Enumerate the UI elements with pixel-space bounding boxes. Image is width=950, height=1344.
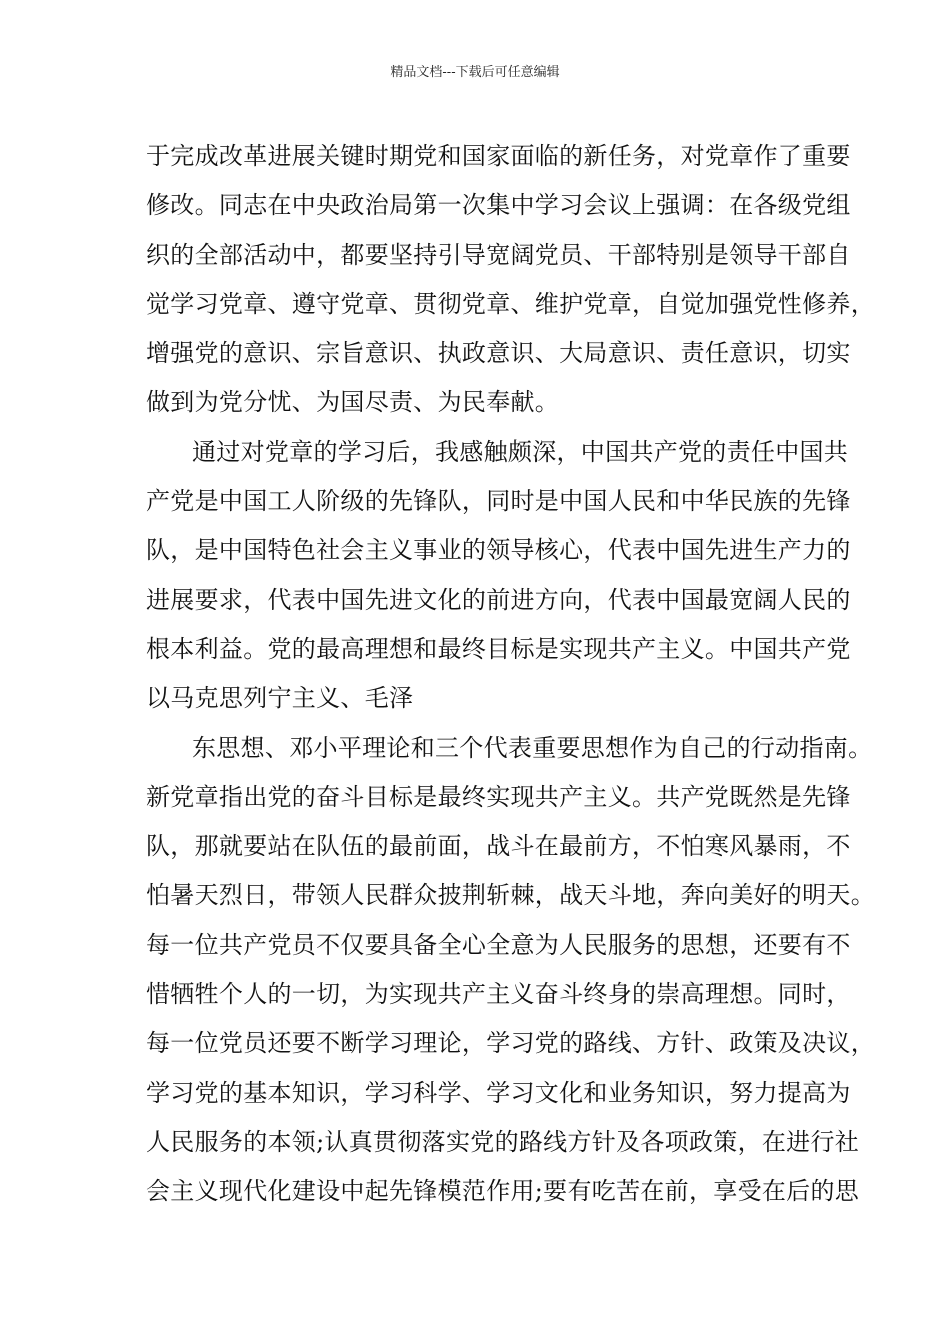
text-line: 学习党的基本知识，学习科学、学习文化和业务知识，努力提高为 — [146, 1078, 851, 1107]
text-line: 做到为党分忧、为国尽责、为民奉献。 — [146, 388, 560, 417]
text-line: 觉学习党章、遵守党章、贯彻党章、维护党章，自觉加强党性修养， — [146, 289, 875, 318]
text-line: 新党章指出党的奋斗目标是最终实现共产主义。共产党既然是先锋 — [146, 782, 851, 811]
text-line: 以马克思列宁主义、毛泽 — [146, 684, 414, 713]
text-line: 根本利益。党的最高理想和最终目标是实现共产主义。中国共产党 — [146, 634, 851, 663]
text-line: 产党是中国工人阶级的先锋队，同时是中国人民和中华民族的先锋 — [146, 487, 851, 516]
text-line: 惜牺牲个人的一切，为实现共产主义奋斗终身的崇高理想。同时， — [146, 980, 851, 1009]
text-line: 队，是中国特色社会主义事业的领导核心，代表中国先进生产力的 — [146, 536, 851, 565]
text-line: 修改。同志在中央政治局第一次集中学习会议上强调：在各级党组 — [146, 191, 851, 220]
text-line: 每一位共产党员不仅要具备全心全意为人民服务的思想，还要有不 — [146, 930, 851, 959]
text-line: 进展要求，代表中国先进文化的前进方向，代表中国最宽阔人民的 — [146, 585, 851, 614]
paragraph-1 — [146, 132, 875, 428]
text-line: 会主义现代化建设中起先锋模范作用;要有吃苦在前，享受在后的思 — [146, 1177, 860, 1206]
text-line: 通过对党章的学习后，我感触颇深，中国共产党的责任中国共 — [192, 437, 849, 466]
text-line: 增强党的意识、宗旨意识、执政意识、大局意识、责任意识，切实 — [146, 339, 851, 368]
paragraph-3 — [146, 724, 875, 1217]
text-line: 织的全部活动中，都要坚持引导宽阔党员、干部特别是领导干部自 — [146, 240, 851, 269]
text-line: 东思想、邓小平理论和三个代表重要思想作为自己的行动指南。 — [192, 733, 873, 762]
paragraph-2 — [146, 428, 851, 724]
text-line: 每一位党员还要不断学习理论，学习党的路线、方针、政策及决议， — [146, 1029, 875, 1058]
text-line: 于完成改革进展关键时期党和国家面临的新任务，对党章作了重要 — [146, 142, 851, 170]
text-line: 人民服务的本领;认真贯彻落实党的路线方针及各项政策，在进行社 — [146, 1127, 860, 1156]
page-header: 精品文档---下载后可任意编辑 — [390, 65, 560, 80]
text-line: 队，那就要站在队伍的最前面，战斗在最前方，不怕寒风暴雨，不 — [146, 832, 851, 861]
document-body — [146, 132, 875, 1217]
text-line: 怕暑天烈日，带领人民群众披荆斩棘，战天斗地，奔向美好的明天。 — [146, 881, 875, 910]
